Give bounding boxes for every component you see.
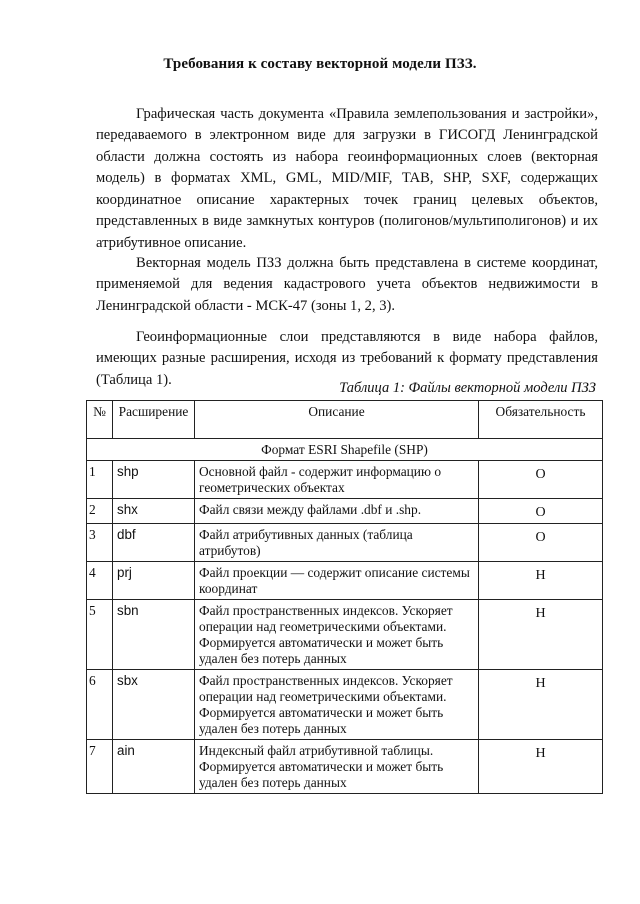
row-obligation: О	[479, 524, 603, 562]
table-row	[87, 499, 603, 524]
row-extension: shp	[113, 461, 195, 499]
row-number: 7	[87, 740, 113, 794]
header-extension: Расширение	[113, 401, 195, 439]
row-obligation: О	[479, 461, 603, 499]
table-row	[87, 670, 603, 740]
row-extension: shx	[113, 499, 195, 524]
row-description: Основной файл - содержит информацию о геометрических объектах	[195, 461, 479, 499]
row-extension: prj	[113, 562, 195, 600]
table-header-row	[87, 401, 603, 439]
paragraph-file-set: Геоинформационные слои представляются в виде набора файлов, имеющих разные расширения, исходя из требований к формату представления (Таблица 1).	[96, 328, 598, 388]
row-number: 4	[87, 562, 113, 600]
table-row	[87, 600, 603, 670]
header-description: Описание	[195, 401, 479, 439]
document-heading: Требования к составу векторной модели ПЗЗ.	[163, 56, 477, 72]
header-obligation: Обязательность	[479, 401, 603, 439]
paragraph-graphic-part: Графическая часть документа «Правила землепользования и застройки», передаваемого в электронном виде для загрузки в ГИСОГД Ленинградской области должна состоять из набора геоинформационных слоев (векторная модель) в форматах XML, GML, MID/MIF, TAB, SHP, SXF, содержащих координатное описание характерных точек границ целевых объектов, представленных в виде замкнутых контуров (полигонов/мультиполигонов) и их атрибутивное описание.	[96, 105, 598, 251]
row-description: Индексный файл атрибутивной таблицы. Формируется автоматически и может быть удален без потерь данных	[195, 740, 479, 794]
row-number: 6	[87, 670, 113, 740]
table-caption: Таблица 1: Файлы векторной модели ПЗЗ	[339, 380, 596, 396]
row-description: Файл пространственных индексов. Ускоряет операции над геометрическими объектами. Формируется автоматически и может быть удален без потерь данных	[195, 600, 479, 670]
row-obligation: Н	[479, 740, 603, 794]
row-obligation: Н	[479, 670, 603, 740]
row-number: 2	[87, 499, 113, 524]
row-number: 3	[87, 524, 113, 562]
section-title: Формат ESRI Shapefile (SHP)	[87, 439, 603, 461]
table-row	[87, 461, 603, 499]
vector-files-table	[86, 400, 603, 794]
row-number: 1	[87, 461, 113, 499]
row-description: Файл проекции — содержит описание системы координат	[195, 562, 479, 600]
row-extension: sbx	[113, 670, 195, 740]
paragraph-coordinate-system: Векторная модель ПЗЗ должна быть представлена в системе координат, применяемой для ведения кадастрового учета объектов недвижимости в Ленинградской области - МСК-47 (зоны 1, 2, 3).	[96, 254, 598, 314]
table-row	[87, 524, 603, 562]
table-row	[87, 562, 603, 600]
section-row	[87, 439, 603, 461]
row-description: Файл атрибутивных данных (таблица атрибутов)	[195, 524, 479, 562]
row-extension: sbn	[113, 600, 195, 670]
row-number: 5	[87, 600, 113, 670]
row-obligation: Н	[479, 600, 603, 670]
row-obligation: О	[479, 499, 603, 524]
table-row	[87, 740, 603, 794]
row-description: Файл связи между файлами .dbf и .shp.	[195, 499, 479, 524]
row-obligation: Н	[479, 562, 603, 600]
row-extension: dbf	[113, 524, 195, 562]
header-number: №	[87, 401, 113, 439]
row-description: Файл пространственных индексов. Ускоряет операции над геометрическими объектами. Формируется автоматически и может быть удален без потерь данных	[195, 670, 479, 740]
row-extension: ain	[113, 740, 195, 794]
